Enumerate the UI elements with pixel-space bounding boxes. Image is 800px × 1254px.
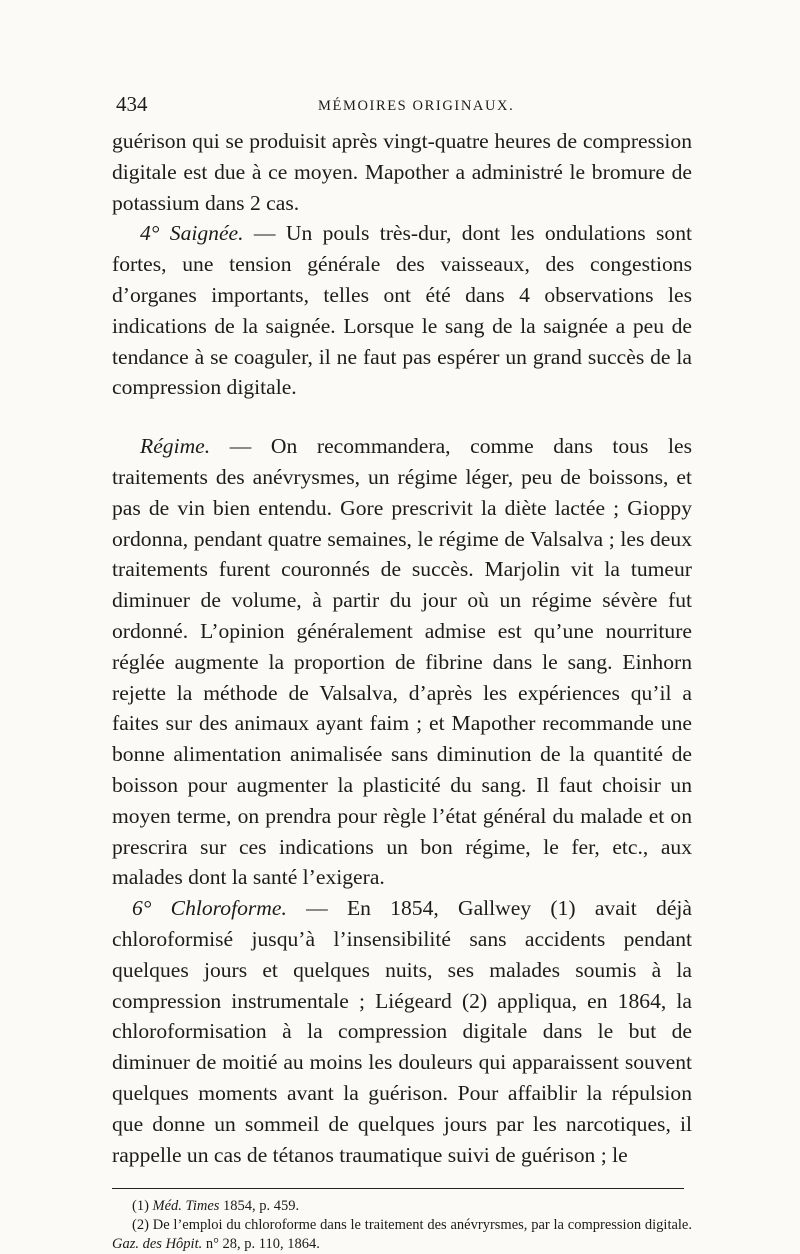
footnote-1-rest: 1854, p. 459.	[219, 1198, 300, 1215]
running-title: MÉMOIRES ORIGINAUX.	[318, 98, 515, 114]
footnote-1-journal: Méd. Times	[152, 1198, 220, 1215]
footnote-2	[112, 1216, 692, 1254]
page-header	[112, 92, 692, 126]
footnote-1-marker: (1)	[132, 1198, 149, 1215]
section-heading-saignee: 4° Saignée.	[140, 221, 244, 246]
paragraph-regime	[112, 431, 692, 893]
footnote-rule	[112, 1188, 684, 1189]
section-heading-chloroforme: 6° Chloroforme.	[132, 896, 287, 921]
footnote-2-journal: Gaz. des Hôpit.	[112, 1236, 203, 1253]
paragraph-regime-text: — On recommandera, comme dans tous les traitements des anévrysmes, un régime léger, peu de boissons, et pas de vin bien entendu. Gore prescrivit la diète lactée ; Gioppy ordonna, pendant quatre semaines, le régime de Valsalva ; les deux traitements furent couronnés de succès. Marjolin vit la tumeur diminuer de volume, à partir du jour où un régime sévère fut ordonné. L’opinion généralement admise est qu’une nourriture réglée augmente la proportion de fibrine dans le sang. Einhorn rejette la méthode de Valsalva, d’après les expériences qu’il a faites sur des animaux ayant faim ; et Mapother recommande une bonne alimentation animalisée sans diminution de la quantité de boisson pour augmenter la plasticité du sang. Il faut choisir un moyen terme, on prendra pour règle l’état général du malade et on prescrira sur ces indications un bon régime, le fer, etc., aux malades dont la santé l’exigera.	[112, 434, 692, 890]
paragraph-saignee	[112, 218, 692, 403]
footnote-2-rest: n° 28, p. 110, 1864.	[202, 1236, 320, 1253]
paragraph-chloroforme	[112, 893, 692, 1170]
paragraph-chloroforme-text: — En 1854, Gallwey (1) avait déjà chloroformisé jusqu’à l’insensibilité sans accidents pendant quelques jours et quelques nuits, ses malades soumis à la compression instrumentale ; Liégeard (2) appliqua, en 1864, la chloroformisation à la compression digitale dans le but de diminuer de moitié au moins les douleurs qui apparaissent souvent quelques moments avant la guérison. Pour affaiblir la répulsion que donne un sommeil de quelques jours par les narcotiques, il rappelle un cas de tétanos traumatique suivi de guérison ; le	[112, 896, 692, 1167]
paragraph-saignee-text: — Un pouls très-dur, dont les ondulations sont fortes, une tension générale des vaisseaux, des congestions d’organes importants, telles ont été dans 4 observations les indications de la saignée. Lorsque le sang de la saignée a peu de tendance à se coaguler, il ne faut pas espérer un grand succès de la compression digitale.	[112, 221, 692, 400]
document-page	[112, 92, 692, 1254]
section-heading-regime: Régime.	[140, 434, 211, 459]
page-number: 434	[116, 92, 148, 116]
footnote-2-marker: (2)	[132, 1217, 149, 1234]
footnote-2-text: De l’emploi du chloroforme dans le traitement des anévryrsmes, par la compression digitale.	[148, 1217, 692, 1234]
paragraph-compression-outcome: guérison qui se produisit après vingt-quatre heures de compression digitale est due à ce moyen. Mapother a administré le bromure de potassium dans 2 cas.	[112, 129, 692, 215]
footnote-1	[112, 1197, 692, 1216]
